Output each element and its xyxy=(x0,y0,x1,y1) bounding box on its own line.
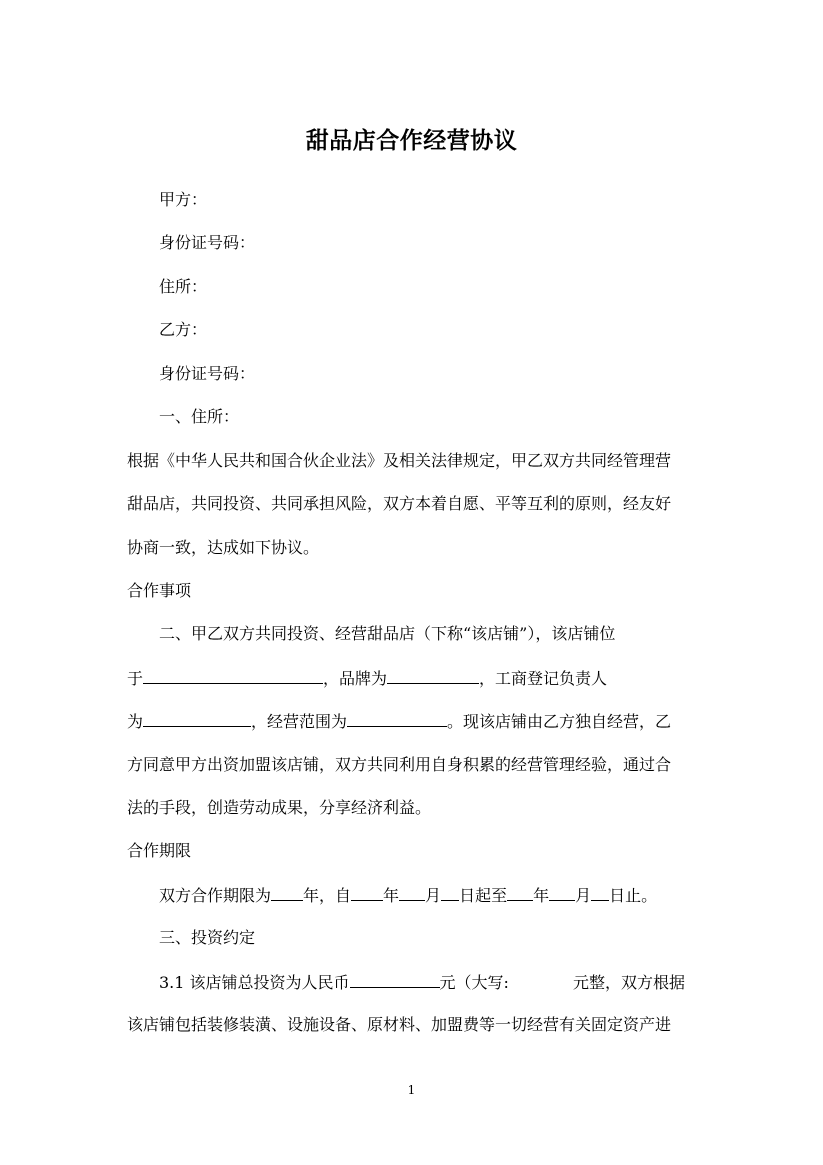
cooperation-period-heading: 合作期限 xyxy=(127,841,192,860)
intro-line: 协商一致，达成如下协议。 xyxy=(127,538,320,557)
store-location-blank[interactable] xyxy=(143,668,323,684)
period-years-blank[interactable] xyxy=(271,885,303,901)
end-month-blank[interactable] xyxy=(549,885,575,901)
party-b-id-label: 身份证号码： xyxy=(159,364,256,383)
text-segment: ，工商登记负责人 xyxy=(479,669,608,688)
party-a-address-label: 住所： xyxy=(159,277,208,296)
document-title: 甜品店合作经营协议 xyxy=(305,127,518,154)
text-segment: 于 xyxy=(127,669,144,688)
text-segment: 年，自 xyxy=(303,886,352,905)
brand-blank[interactable] xyxy=(387,668,479,684)
text-segment: ，经营范围为 xyxy=(251,712,348,731)
end-day-blank[interactable] xyxy=(591,885,609,901)
page-number: 1 xyxy=(407,1083,416,1097)
matters-line: 法的手段，创造劳动成果，分享经济利益。 xyxy=(127,798,432,817)
text-segment: 元整，双方根据 xyxy=(572,973,685,992)
cooperation-period-line xyxy=(159,885,657,906)
matters-line: 二、甲乙双方共同投资、经营甜品店（下称“该店铺”），该店铺位 xyxy=(159,624,616,643)
section-3-heading: 三、投资约定 xyxy=(159,928,256,947)
start-day-blank[interactable] xyxy=(441,885,459,901)
text-segment: 日止。 xyxy=(609,886,658,905)
start-year-blank[interactable] xyxy=(351,885,383,901)
text-segment: 3.1 该店铺总投资为人民币 xyxy=(159,973,350,992)
text-segment: 月 xyxy=(425,886,442,905)
intro-line: 根据《中华人民共和国合伙企业法》及相关法律规定，甲乙双方共同经管理营 xyxy=(127,451,672,470)
investment-amount-blank[interactable] xyxy=(350,972,440,988)
party-a-id-label: 身份证号码： xyxy=(159,233,256,252)
matters-line-location xyxy=(127,668,607,689)
matters-line-scope xyxy=(127,711,671,732)
text-segment: 。现该店铺由乙方独自经营，乙 xyxy=(447,712,672,731)
start-month-blank[interactable] xyxy=(399,885,425,901)
text-segment: 为 xyxy=(127,712,144,731)
cooperation-matters-heading: 合作事项 xyxy=(127,581,192,600)
text-segment: 双方合作期限为 xyxy=(159,886,272,905)
end-year-blank[interactable] xyxy=(507,885,533,901)
investment-line: 该店铺包括装修装潢、设施设备、原材料、加盟费等一切经营有关固定资产进 xyxy=(127,1015,672,1034)
text-segment: 日起至 xyxy=(459,886,508,905)
business-scope-blank[interactable] xyxy=(347,711,447,727)
matters-line: 方同意甲方出资加盟该店铺，双方共同利用自身积累的经营管理经验，通过合 xyxy=(127,755,672,774)
text-segment: 元（大写: xyxy=(439,973,509,992)
registered-person-blank[interactable] xyxy=(143,711,251,727)
text-segment: 年 xyxy=(533,886,550,905)
text-segment: 月 xyxy=(575,886,592,905)
section-1-heading: 一、住所： xyxy=(159,407,240,426)
party-b-label: 乙方： xyxy=(159,320,208,339)
intro-line: 甜品店，共同投资、共同承担风险，双方本着自愿、平等互利的原则，经友好 xyxy=(127,494,672,513)
party-a-label: 甲方： xyxy=(159,190,208,209)
text-segment: ，品牌为 xyxy=(323,669,388,688)
investment-line-amount xyxy=(159,972,685,993)
text-segment: 年 xyxy=(383,886,400,905)
